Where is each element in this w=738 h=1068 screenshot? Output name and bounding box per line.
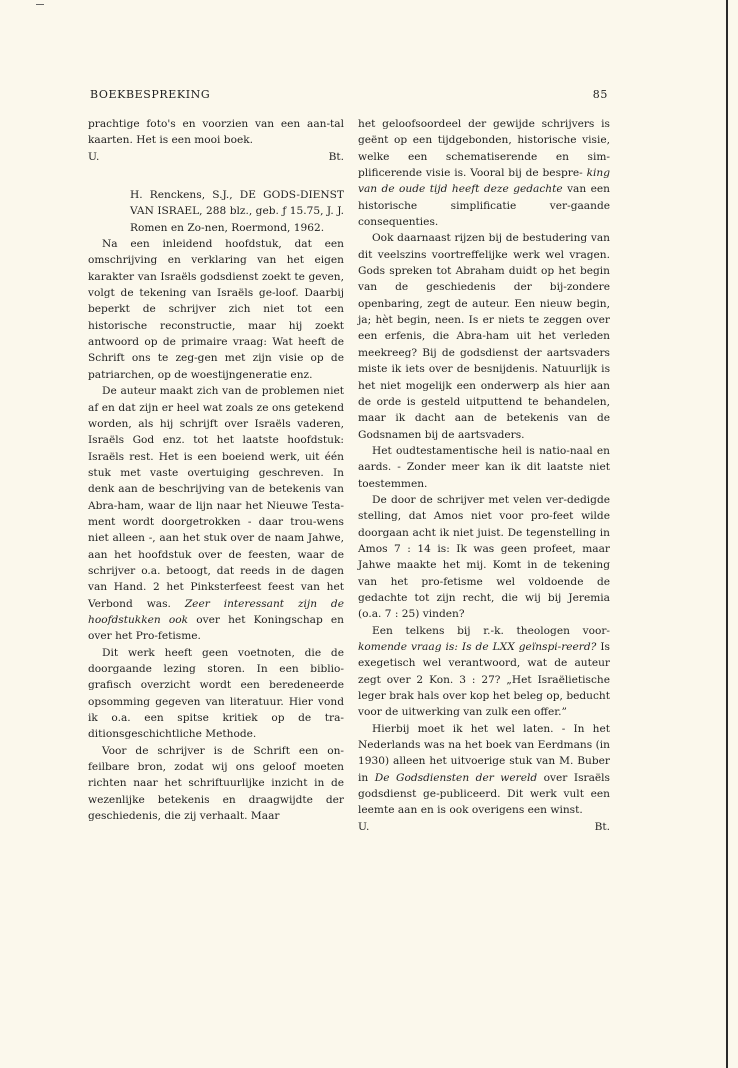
paragraph-text: Is exegetisch wel verantwoord, wat de auteur zegt over 2 Kon. 3 : 27? „Het Israëlietische leger brak hals over kop het beleg op, beducht voor de uitwerking van zulk een offer.” <box>358 641 610 719</box>
paragraph-text: van een historische simplificatie ver-gaande consequenties. <box>358 183 610 229</box>
paragraph <box>358 623 610 721</box>
paragraph: Voor de schrijver is de Schrift een on-feilbare bron, zodat wij ons geloof moeten richten naar het schriftuurlijke inzicht in de wezenlijke betekenis en draagwijdte der geschiedenis, die zij verhaalt. Maar <box>88 744 344 823</box>
paragraph <box>358 116 610 230</box>
emphasis: king van de oude tijd heeft deze gedachte <box>358 167 610 196</box>
signature-initial: U. <box>358 820 370 833</box>
spacer <box>88 165 344 187</box>
right-column <box>358 116 610 835</box>
emphasis: komende vraag is: Is de LXX geïnspi-reerd? <box>358 641 597 653</box>
paragraph-text: het geloofsoordeel der gewijde schrijvers is geënt op een tijdgebonden, historische visie, welke een schematiserende en sim-plificerende visie is. Vooral bij de bespre- <box>358 118 610 180</box>
scan-mark <box>36 4 44 5</box>
book-title-emphasis: De Godsdiensten der wereld <box>374 771 538 784</box>
paragraph-text: Hierbij moet ik het wel laten. - In het Nederlands was na het boek van Eerdmans (in 1930) alleen het uitvoerige stuk van M. Buber in <box>358 722 610 784</box>
paragraph-text: over Israëls godsdienst ge-publiceerd. Dit werk vult een leemte aan en is ook overigens een winst. <box>358 771 610 817</box>
signature-initial: U. <box>88 150 100 163</box>
paragraph <box>88 383 344 645</box>
page-number: 85 <box>592 88 608 101</box>
paragraph-text: Een telkens bij r.-k. theologen voor- <box>372 624 610 637</box>
paragraph: Na een inleidend hoofdstuk, dat een omschrijving en verklaring van het eigen karakter van Israëls godsdienst zoekt te geven, volgt de tekening van Israëls ge-loof. Daarbij beperkt de schrijver zich niet tot een historische reconstructie, maar hij zoekt antwoord op de primaire vraag: Wat heeft de Schrift ons te zeg-gen met zijn visie op de patriarchen, op de woestijngeneratie enz. <box>88 238 344 381</box>
running-header <box>90 88 608 101</box>
paragraph-text: De auteur maakt zich van de problemen niet af en dat zijn er heel wat zoals ze ons getekend worden, als hij schrijft over Israëls vaderen, Israëls God enz. tot het laatste hoofdstuk: Israëls rest. Het is een boeiend werk, uit één stuk met vaste overtuiging geschreven. In denk aan de beschrijving van de betekenis van Abra-ham, waar de lijn naar het Nieuwe Testa-ment wordt doorgetrokken - daar trou-wens niet alleen -, aan het stuk over de naam Jahwe, aan het hoofdstuk over de feesten, waar de schrijver o.a. betoogt, dat reeds in de dagen van Hand. 2 het Pinksterfeest feest van het Verbond was. <box>88 385 344 610</box>
paragraph-text: over het Koningschap en over het Pro-fetisme. <box>88 613 344 643</box>
paragraph: Dit werk heeft geen voetnoten, die de doorgaande lezing storen. In een biblio-grafisch overzicht wordt een beredeneerde opsomming gegeven van literatuur. Hier vond ik o.a. een spitse kritiek op de tra-ditionsgeschichtliche Methode. <box>88 646 344 741</box>
signature-name: Bt. <box>594 820 610 833</box>
book-reference: H. Renckens, S.J., DE GODS-DIENST VAN ISRAEL, 288 blz., geb. ƒ 15.75, J. J. Romen en Zo-nen, Roermond, 1962. <box>130 189 344 234</box>
paragraph: De door de schrijver met velen ver-dedigde stelling, dat Amos niet voor pro-feet wilde doorgaan acht ik niet juist. De tegenstelling in Amos 7 : 14 is: Ik was geen profeet, maar Jahwe maakte het mij. Komt in de tekening van het pro-fetisme wel voldoende de gedachte tot zijn recht, die wij bij Jeremia (o.a. 7 : 25) vinden? <box>358 493 610 621</box>
previous-review-end: prachtige foto's en voorzien van een aan-tal kaarten. Het is een mooi boek. <box>88 118 344 147</box>
section-title: BOEKBESPREKING <box>90 88 211 101</box>
paragraph: Het oudtestamentische heil is natio-naal en aards. - Zonder meer kan ik dit laatste niet toestemmen. <box>358 444 610 490</box>
page-edge-line <box>726 0 728 1068</box>
signature-name: Bt. <box>328 150 344 163</box>
emphasis: Zeer interessant zijn de hoofdstukken ook <box>88 597 344 626</box>
paragraph <box>358 721 610 819</box>
reviewer-signature <box>358 819 610 835</box>
reviewer-signature <box>88 149 344 165</box>
left-column <box>88 116 344 824</box>
paragraph: Ook daarnaast rijzen bij de bestudering van dit veelszins voortreffelijke werk wel vragen. Gods spreken tot Abraham duidt op het begin van de geschiedenis der bij-zondere openbaring, zegt de auteur. Een nieuw begin, ja; hèt begin, neen. Is er niets te zeggen over een erfenis, die Abra-ham uit het verleden meekreeg? Bij de godsdienst der aartsvaders miste ik iets over de besnijdenis. Natuurlijk is het niet mogelijk een onderwerp als hier aan de orde is gesteld uitputtend te behandelen, maar ik dacht aan de betekenis van de Godsnamen bij de aartsvaders. <box>358 232 610 441</box>
